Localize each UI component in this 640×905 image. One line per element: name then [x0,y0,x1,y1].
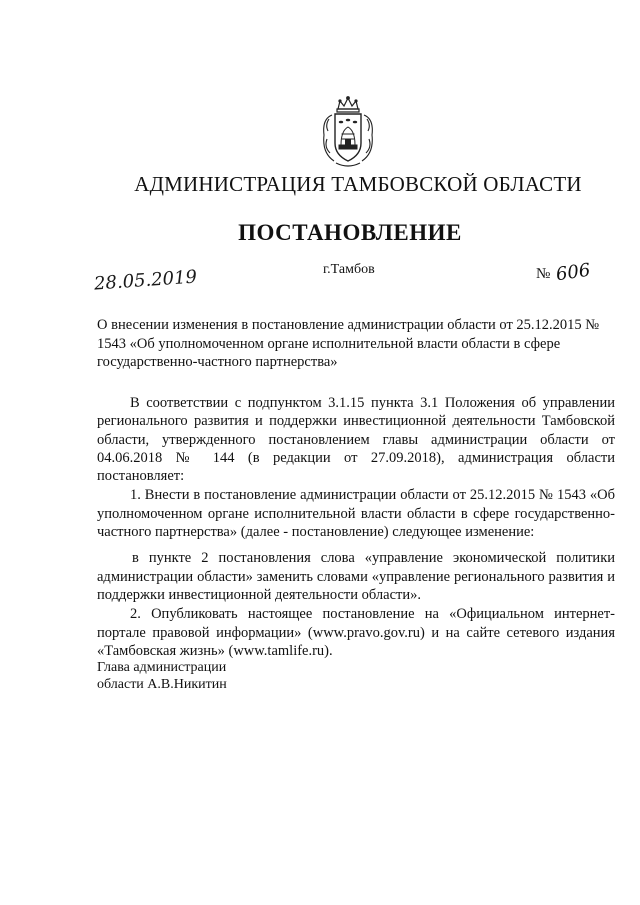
organization-title: АДМИНИСТРАЦИЯ ТАМБОВСКОЙ ОБЛАСТИ [134,172,582,196]
signature-block [97,659,227,693]
preamble-paragraph: В соответствии с подпунктом 3.1.15 пункта 3.1 Положения об управлении регионального развития и поддержки инвестиционной деятельности Тамбовской области, утвержденного постановлением главы администрации области от 04.06.2018 № 144 (в редакции от 27.09.2018), администрация области постановляет: [97,395,615,485]
city-label: г.Тамбов [323,262,375,277]
item-1-change-paragraph: в пункте 2 постановления слова «управление экономической политики администрации области» заменить словами «управление регионального развития и поддержки инвестиционной деятельности области». [97,550,615,603]
document-body [97,394,615,660]
document-number [536,259,592,286]
signature-title: Глава администрации [97,660,227,675]
document-subject: О внесении изменения в постановление администрации области от 25.12.2015 № 1543 «Об уполномоченном органе исполнительной власти области в сфере государственно-частного партнерства» [97,317,600,370]
tambov-coat-of-arms-icon [316,95,380,171]
signature-name: области А.В.Никитин [97,677,227,692]
item-2-paragraph: 2. Опубликовать настоящее постановление на «Официальном интернет-портале правовой информации» (www.pravo.gov.ru) и на сайте сетевого издания «Тамбовская жизнь» (www.tamlife.ru). [97,606,615,659]
document-type-heading: ПОСТАНОВЛЕНИЕ [238,220,462,245]
item-1-paragraph: 1. Внести в постановление администрации области от 25.12.2015 № 1543 «Об уполномоченном органе исполнительной власти области в сфере государственно-частного партнерства» (далее - постановление) следующее изменение: [97,487,615,541]
number-prefix: № [536,266,551,282]
handwritten-number: 606 [555,259,592,286]
handwritten-date: 28.05.2019 [93,266,198,295]
